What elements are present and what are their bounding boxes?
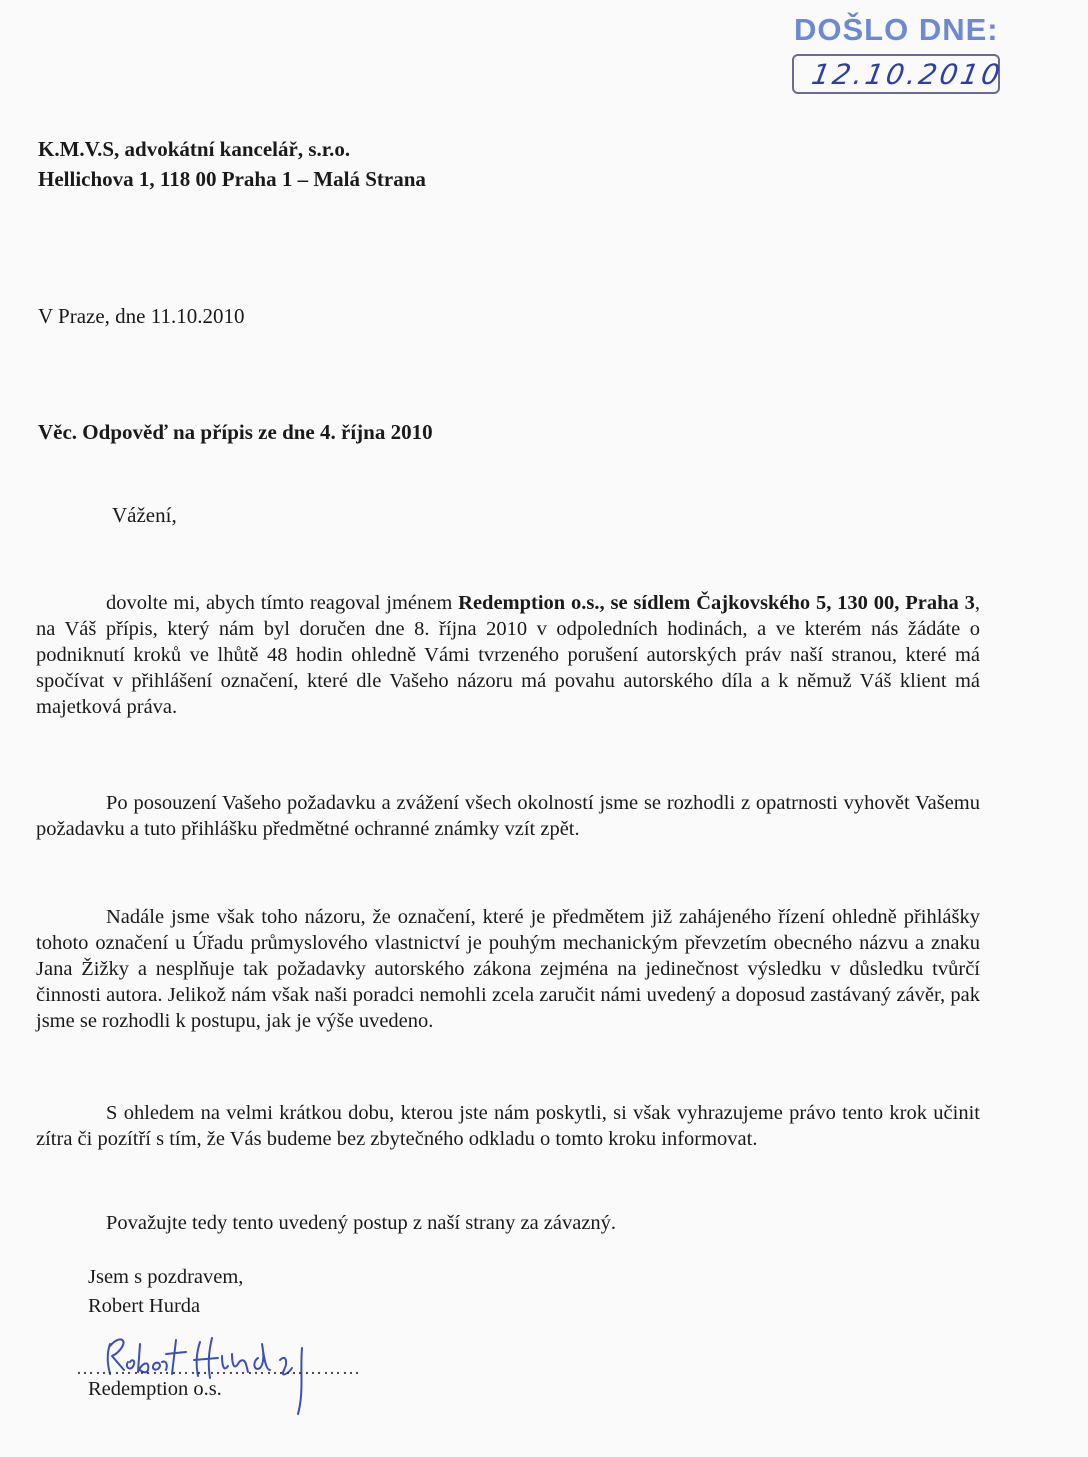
- paragraph-1-body: , na Váš přípis, který nám byl doručen dne 8. října 2010 v odpoledních hodinách, a ve kterém nás žádáte o podniknutí kroků ve lhůtě 48 hodin ohledně Vámi tvrzeného porušení autorských práv naší stranou, které má spočívat v přihlášení označení, které dle Vašeho názoru má povahu autorského díla a k němuž Váš klient má majetková práva.: [36, 592, 980, 718]
- letter-subject: Věc. Odpověď na přípis ze dne 4. října 2010: [38, 420, 433, 444]
- salutation: Vážení,: [112, 503, 177, 527]
- received-stamp: [788, 12, 1008, 94]
- stamp-date: 12.10.2010: [809, 58, 1006, 91]
- paragraph-4: S ohledem na velmi krátkou dobu, kterou jste nám poskytli, si však vyhrazujeme právo tento krok učinit zítra či pozítří s tím, že Vás budeme bez zbytečného odkladu o tomto kroku informovat.: [36, 1102, 980, 1150]
- recipient-address: Hellichova 1, 118 00 Praha 1 – Malá Strana: [38, 167, 426, 191]
- signatory-organization: Redemption o.s.: [88, 1378, 222, 1400]
- signatory-name: Robert Hurda: [88, 1295, 201, 1317]
- recipient-name: K.M.V.S, advokátní kancelář, s.r.o.: [38, 137, 351, 161]
- signature-line: ………………………………………: [76, 1358, 361, 1378]
- closing-block: [88, 1263, 243, 1321]
- paragraph-5: Považujte tedy tento uvedený postup z naší strany za závazný.: [106, 1212, 617, 1234]
- closing-greeting: Jsem s pozdravem,: [88, 1266, 244, 1288]
- paragraph-1-organization: Redemption o.s., se sídlem Čajkovského 5, 130 00, Praha 3: [458, 592, 975, 614]
- paragraph-1: [36, 590, 980, 720]
- recipient-address-block: [38, 134, 426, 194]
- letter-date: V Praze, dne 11.10.2010: [38, 304, 245, 328]
- stamp-label: DOŠLO DNE:: [794, 12, 999, 47]
- paragraph-3: Nadále jsme však toho názoru, že označení, které je předmětem již zahájeného řízení ohledně přihlášky tohoto označení u Úřadu průmyslového vlastnictví je pouhým mechanickým převzetím obecného názvu a znaku Jana Žižky a nesplňuje tak požadavky autorského zákona zejména na jedinečnost výsledku v důsledku tvůrčí činnosti autora. Jelikož nám však naši poradci nemohli zcela zaručit námi uvedený a doposud zastávaný závěr, pak jsme se rozhodli k postupu, jak je výše uvedeno.: [36, 906, 980, 1032]
- paragraph-1-intro: dovolte mi, abych tímto reagoval jménem: [106, 592, 459, 614]
- paragraph-2: Po posouzení Vašeho požadavku a zvážení všech okolností jsme se rozhodli z opatrnosti vyhovět Vašemu požadavku a tuto přihlášku předmětné ochranné známky vzít zpět.: [36, 792, 980, 840]
